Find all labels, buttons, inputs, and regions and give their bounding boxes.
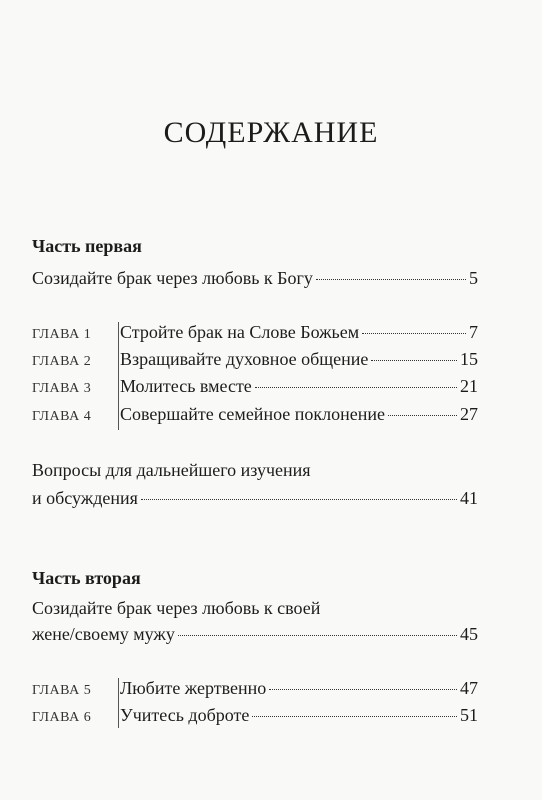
chapter-title: Учитесь доброте [120, 705, 250, 725]
chapter-label: ГЛАВА 5 [32, 683, 92, 698]
chapter-title: Молитесь вместе [120, 376, 252, 396]
dot-leader [252, 716, 457, 717]
part-1-heading: Часть первая [32, 236, 142, 256]
page-number: 45 [460, 624, 478, 644]
dot-leader [388, 415, 457, 416]
page-number: 27 [460, 404, 478, 424]
part-2-heading: Часть вторая [32, 568, 141, 588]
toc-entry-chapter-1[interactable] [32, 322, 478, 343]
part-2-subtitle-line-1: Созидайте брак через любовь к своей [32, 598, 321, 618]
page-number: 5 [469, 268, 478, 288]
page-title: СОДЕРЖАНИЕ [163, 116, 379, 149]
page-number: 7 [469, 322, 478, 342]
part-2-subtitle-entry[interactable] [32, 624, 478, 645]
dot-leader [178, 635, 457, 636]
part-1-subtitle-entry[interactable] [32, 268, 478, 289]
page-number: 15 [460, 349, 478, 369]
chapter-label: ГЛАВА 1 [32, 327, 92, 342]
dot-leader [141, 499, 457, 500]
toc-entry-chapter-5[interactable] [32, 678, 478, 699]
dot-leader [316, 279, 466, 280]
toc-entry-chapter-6[interactable] [32, 705, 478, 726]
chapter-title: Совершайте семейное поклонение [120, 404, 386, 424]
toc-entry-chapter-2[interactable] [32, 349, 478, 370]
chapter-label: ГЛАВА 2 [32, 354, 92, 369]
chapter-label: ГЛАВА 4 [32, 409, 92, 424]
page-number: 41 [460, 488, 478, 508]
questions-line-2: и обсуждения [32, 488, 138, 508]
dot-leader [255, 387, 457, 388]
chapter-title: Любите жертвенно [120, 678, 267, 698]
page-number: 21 [460, 376, 478, 396]
part-1-subtitle: Созидайте брак через любовь к Богу [32, 268, 313, 288]
toc-entry-chapter-4[interactable] [32, 404, 478, 425]
page-number: 51 [460, 705, 478, 725]
dot-leader [269, 689, 457, 690]
dot-leader [371, 360, 457, 361]
chapter-title: Стройте брак на Слове Божьем [120, 322, 360, 342]
chapter-label: ГЛАВА 3 [32, 381, 92, 396]
dot-leader [362, 333, 466, 334]
page-number: 47 [460, 678, 478, 698]
questions-entry[interactable] [32, 488, 478, 509]
part-2-subtitle-line-2: жене/своему мужу [32, 624, 175, 644]
chapter-title: Взращивайте духовное общение [120, 349, 369, 369]
toc-entry-chapter-3[interactable] [32, 376, 478, 397]
questions-line-1: Вопросы для дальнейшего изучения [32, 460, 311, 480]
chapter-label: ГЛАВА 6 [32, 710, 92, 725]
